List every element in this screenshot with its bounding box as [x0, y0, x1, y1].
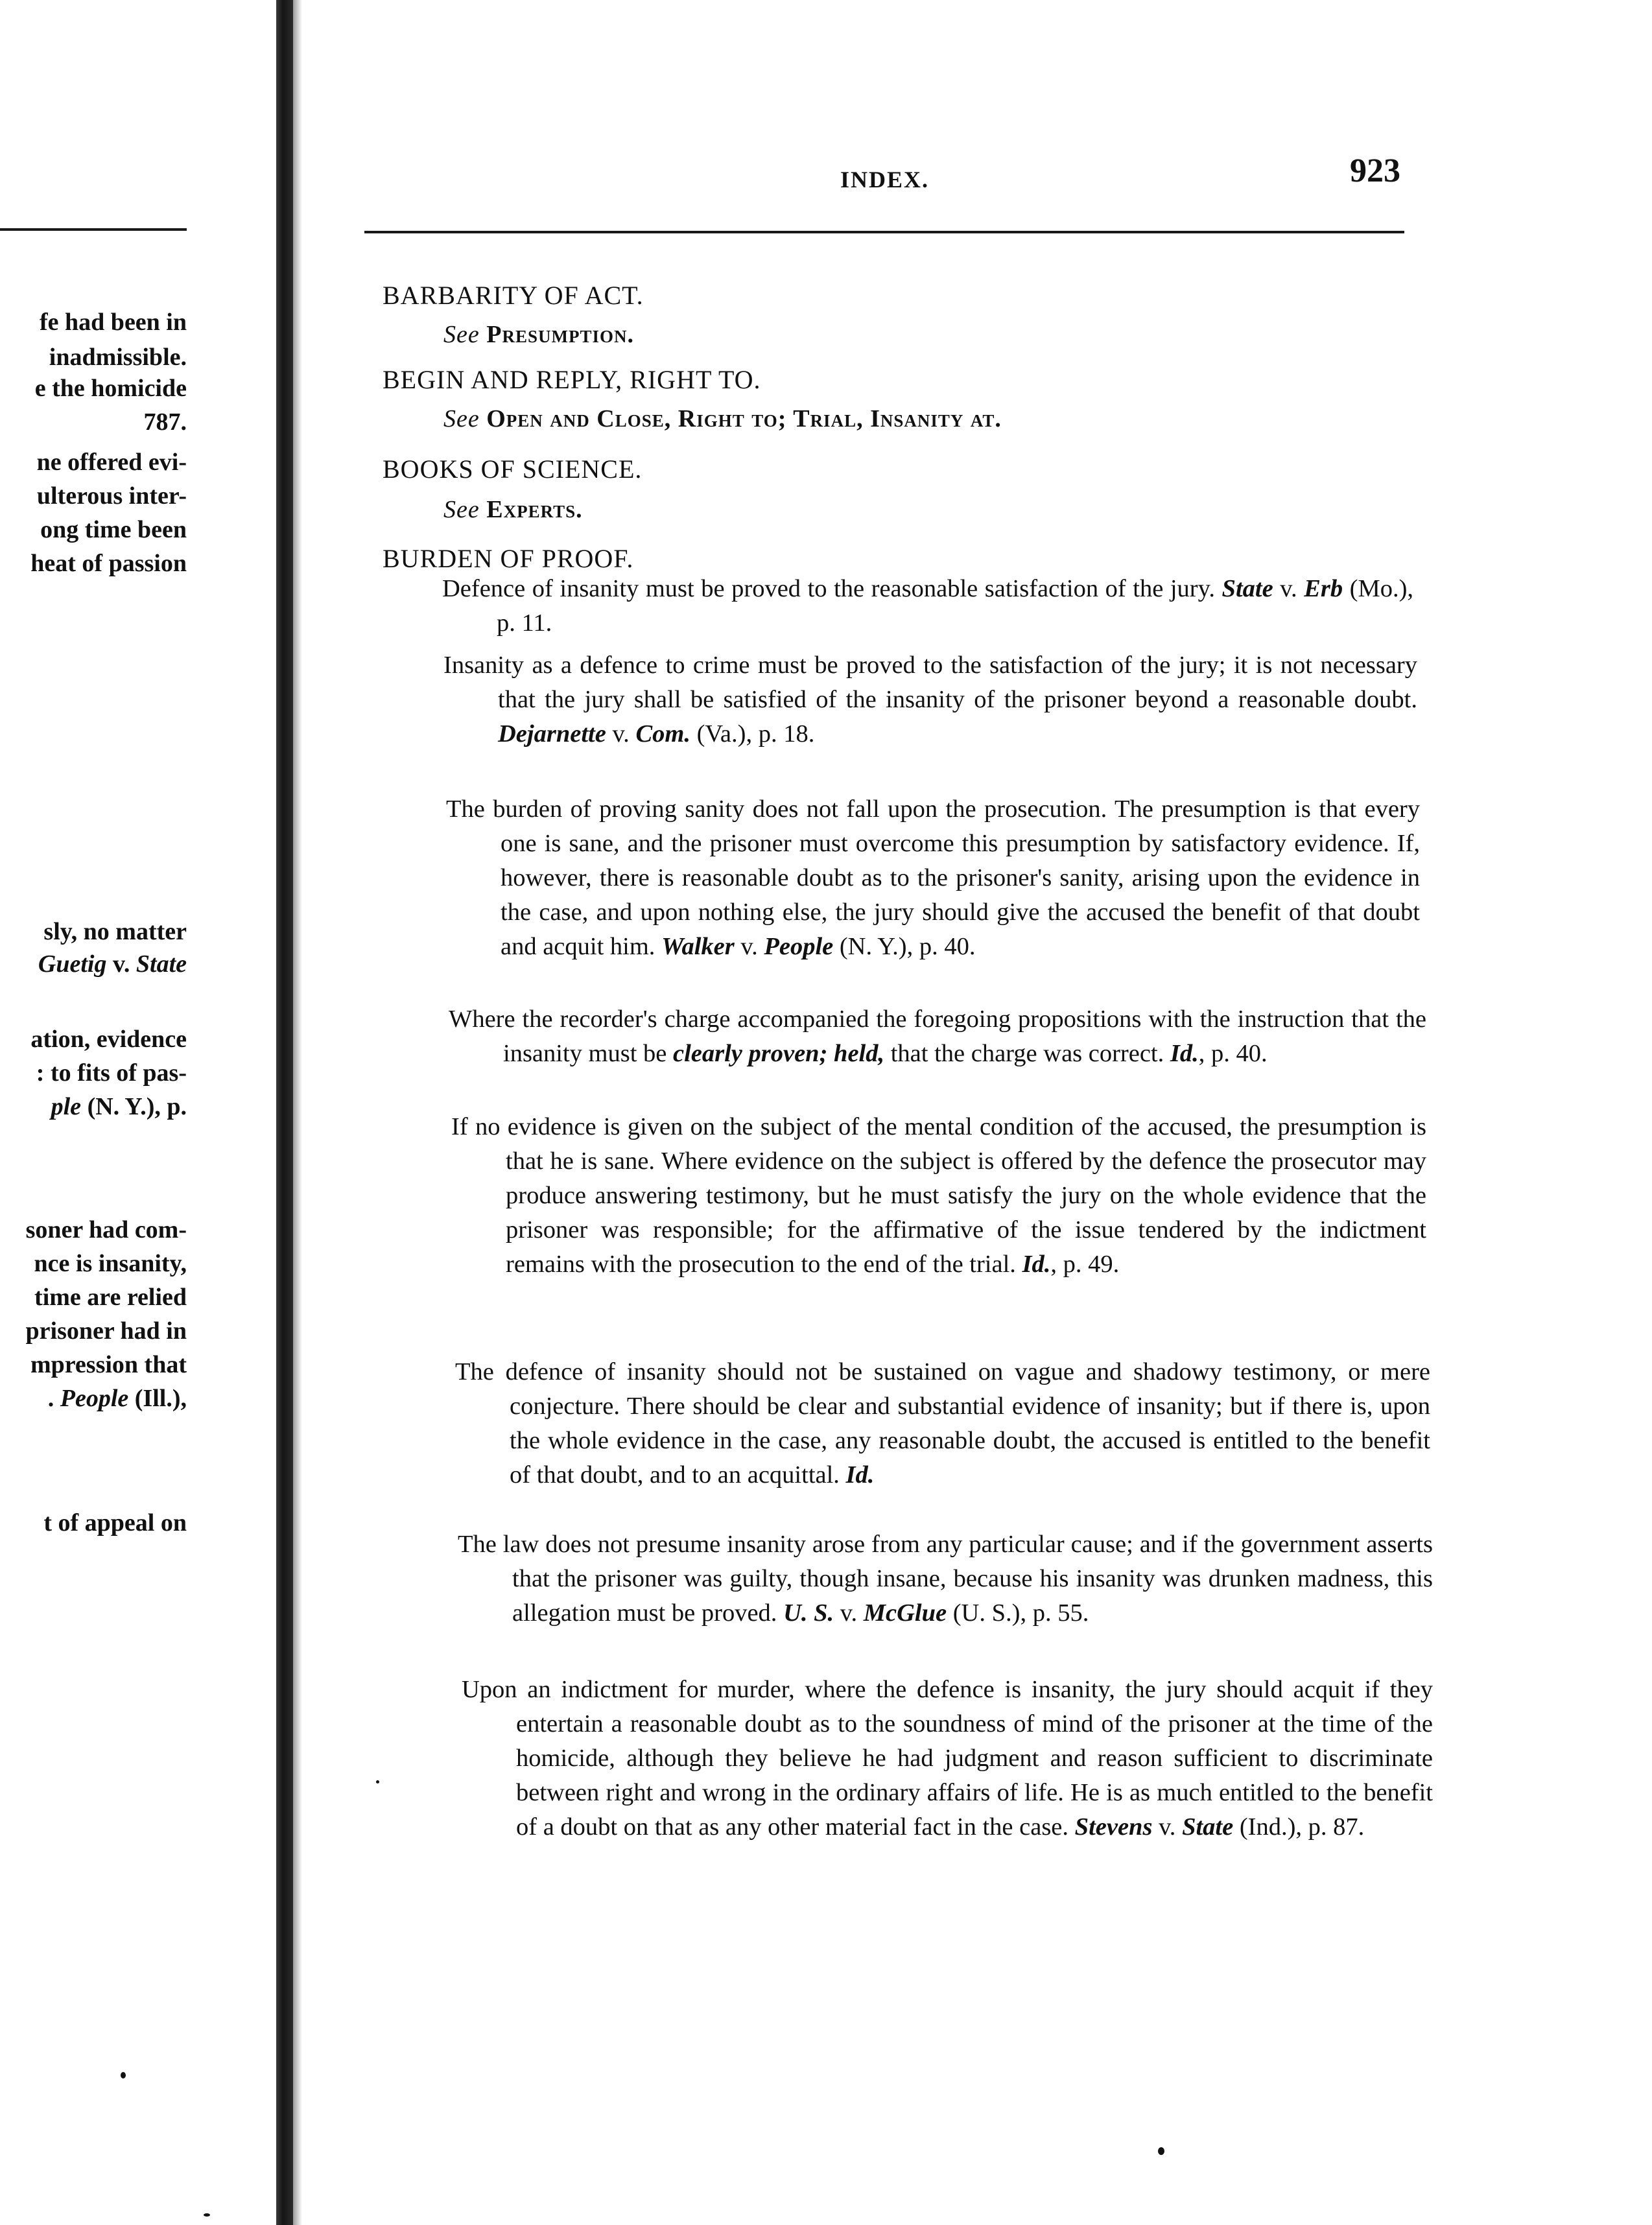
case-name: Id. [845, 1461, 875, 1489]
see-reference [443, 320, 634, 349]
see-word: See [443, 405, 480, 432]
see-word: See [443, 321, 480, 348]
burden-paragraph [455, 1355, 1430, 1492]
paragraph-text: Insanity as a defence to crime must be proved to the satisfaction of the jury; it is not necessary that the jury shall be satisfied of the insanity of the prisoner beyond a reasonable doubt. [443, 652, 1417, 713]
case-name: U. S. [783, 1599, 834, 1627]
header-rule [364, 231, 1404, 233]
case-name: Id. [1022, 1251, 1051, 1278]
left-line: ulterous inter- [36, 482, 187, 510]
left-page-fragment [0, 0, 276, 2225]
paragraph-text: v. [1273, 575, 1304, 602]
left-case-name: Guetig [38, 950, 107, 978]
see-reference [443, 405, 1002, 433]
book-spine [276, 0, 293, 2225]
paragraph-text: Where the recorder's charge accompanied the foregoing propositions with the instruction that the insanity must be [449, 1006, 1426, 1067]
left-case-name: State [136, 950, 187, 978]
case-name: Stevens [1074, 1813, 1153, 1841]
left-line: ong time been [40, 516, 187, 543]
left-page-rule [0, 228, 187, 231]
emphasis: clearly proven; held, [673, 1040, 885, 1067]
print-speck [204, 2213, 210, 2217]
burden-paragraph [462, 1673, 1433, 1844]
case-name: Id. [1170, 1040, 1199, 1067]
paragraph-text: v. [606, 720, 636, 748]
citation: (N. Y.), p. 40. [833, 933, 976, 960]
left-line: mpression that [30, 1351, 187, 1378]
see-word: See [443, 496, 480, 523]
paragraph-text: Defence of insanity must be proved to the reasonable satisfaction of the jury. [442, 575, 1222, 602]
left-line-text: . [47, 1385, 60, 1412]
burden-paragraph [449, 1002, 1426, 1071]
case-name: Walker [661, 933, 735, 960]
index-heading: BARBARITY OF ACT. [383, 281, 644, 310]
left-line-text: v. [106, 950, 136, 978]
left-line-lead: e [34, 375, 53, 402]
print-speck [1158, 2147, 1164, 2155]
left-line-text: (Ill.), [128, 1385, 187, 1412]
left-line [51, 1094, 187, 1119]
left-line-text: the homicide [52, 375, 187, 402]
paragraph-text: v. [734, 933, 764, 960]
left-line: prisoner had in [25, 1317, 187, 1345]
left-line: soner had com- [25, 1216, 187, 1243]
paragraph-text: v. [834, 1599, 864, 1627]
case-name: Erb [1304, 575, 1343, 602]
left-line: 787. [143, 408, 187, 436]
paragraph-text: The defence of insanity should not be sustained on vague and shadowy testimony, or mere conjecture. There should be clear and substantial evidence of insanity; but if there is, upon the whole evidence in the case, any reasonable doubt, the accused is entitled to the benefit of that doubt, and to an acquittal. [455, 1358, 1430, 1489]
left-line: inadmissible. [49, 344, 187, 371]
left-line: heat of passion [30, 550, 187, 577]
citation: (Ind.), p. 87. [1233, 1813, 1365, 1841]
see-target: Presumption. [479, 321, 634, 348]
burden-paragraph [442, 572, 1414, 641]
paragraph-text: If no evidence is given on the subject of the mental condition of the accused, the presumption is that he is sane. Where evidence on the subject is offered by the defence the prosecutor may produce answering testimony, but he must satisfy the jury on the whole evidence that the prisoner was responsible; for the affirmative of the issue tendered by the indictment remains with the prosecution to the end of the trial. [451, 1113, 1426, 1278]
index-heading: BEGIN AND REPLY, RIGHT TO. [383, 365, 761, 394]
left-line [35, 376, 187, 401]
paragraph-text: that the charge was correct. [884, 1040, 1170, 1067]
spine-shadow [293, 0, 302, 2225]
left-line: nce is insanity, [34, 1250, 187, 1277]
left-line: time are relied [34, 1284, 187, 1311]
case-name: McGlue [863, 1599, 947, 1627]
citation: (U. S.), p. 55. [947, 1599, 1089, 1627]
see-reference [443, 495, 583, 524]
case-name: Com. [635, 720, 690, 748]
left-line: : to fits of pas- [36, 1059, 187, 1087]
left-line-text: (N. Y.), p. [81, 1093, 187, 1120]
citation: (Mo.), p. 11. [497, 575, 1414, 637]
paragraph-text: v. [1152, 1813, 1183, 1841]
burden-paragraph [458, 1527, 1433, 1630]
citation: , p. 49. [1050, 1251, 1120, 1278]
case-name: State [1221, 575, 1273, 602]
index-heading: BOOKS OF SCIENCE. [383, 454, 643, 484]
burden-paragraph [443, 648, 1417, 751]
left-line: ation, evidence [30, 1026, 187, 1053]
left-case-name: People [60, 1385, 129, 1412]
case-name: State [1182, 1813, 1234, 1841]
case-name: People [764, 933, 834, 960]
index-heading: BURDEN OF PROOF. [383, 544, 634, 573]
citation: , p. 40. [1198, 1040, 1268, 1067]
paragraph-text: The burden of proving sanity does not fall upon the prosecution. The presumption is that every one is sane, and the prisoner must overcome this presumption by satisfactory evidence. If, however, there is reasonable doubt as to the prisoner's sanity, arising upon the evidence in the case, and upon nothing else, the jury should give the accused the benefit of that doubt and acquit him. [446, 795, 1420, 960]
left-line: sly, no matter [43, 918, 187, 945]
paragraph-text: Upon an indictment for murder, where the defence is insanity, the jury should acquit if they entertain a reasonable doubt as to the soundness of mind of the prisoner at the time of the homicide, although they believe he had judgment and reason sufficient to discriminate between right and wrong in the ordinary affairs of life. He is as much entitled to the benefit of a doubt on that as any other material fact in the case. [462, 1676, 1433, 1841]
case-name: Dejarnette [498, 720, 606, 748]
paragraph-text: The law does not presume insanity arose from any particular cause; and if the government asserts that the prisoner was guilty, though insane, because his insanity was drunken madness, this allegation must be proved. [458, 1531, 1433, 1627]
left-line: ne offered evi- [36, 449, 187, 476]
burden-paragraph [446, 792, 1420, 964]
left-line: t of appeal on [43, 1509, 187, 1536]
print-speck [376, 1780, 379, 1784]
citation: (Va.), p. 18. [690, 720, 815, 748]
page-number: 923 [1350, 152, 1400, 189]
print-speck [121, 2072, 126, 2078]
see-target: Experts. [479, 496, 583, 523]
running-head: INDEX. [840, 167, 930, 193]
left-line [38, 952, 187, 976]
left-case-name: ple [51, 1093, 82, 1120]
left-line [48, 1386, 187, 1411]
left-line: fe had been in [40, 309, 187, 336]
burden-paragraph [451, 1110, 1426, 1282]
see-target: Open and Close, Right to; Trial, Insanity at. [479, 405, 1002, 432]
